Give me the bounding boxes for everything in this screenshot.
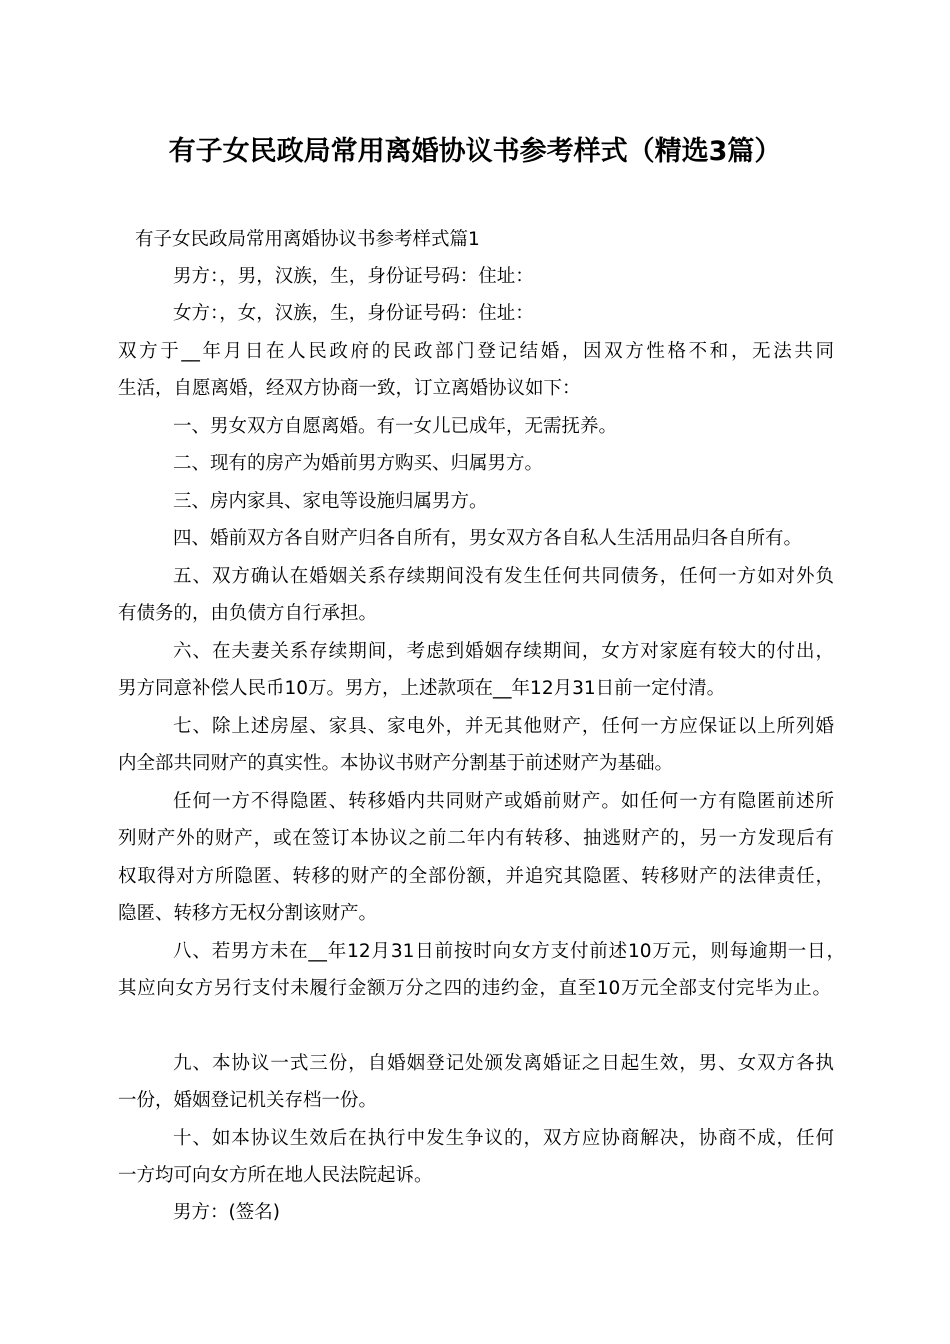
- clause-6-line: 六、在夫妻关系存续期间，考虑到婚姻存续期间，女方对家庭有较大的付出，: [173, 641, 834, 662]
- document-title: 有子女民政局常用离婚协议书参考样式（精选3篇）: [168, 136, 782, 167]
- clause-6-line: 男方同意补偿人民币10万。男方，上述款项在__年12月31日前一定付清。: [118, 678, 726, 699]
- clause-8-line: 八、若男方未在__年12月31日前按时向女方支付前述10万元，则每逾期一日，: [173, 941, 845, 962]
- clause-1: 一、男女双方自愿离婚。有一女儿已成年，无需抚养。: [173, 416, 618, 437]
- section-heading: 有子女民政局常用离婚协议书参考样式篇1: [135, 229, 480, 250]
- clause-8-line: 其应向女方另行支付未履行金额万分之四的违约金，直至10万元全部支付完毕为止。: [118, 978, 831, 999]
- intro-paragraph-line: 生活，自愿离婚，经双方协商一致，订立离婚协议如下：: [118, 378, 581, 399]
- clause-9-line: 一份，婚姻登记机关存档一份。: [118, 1090, 378, 1111]
- clause-5-line: 有债务的，由负债方自行承担。: [118, 603, 378, 624]
- clause-7-line: 内全部共同财产的真实性。本协议书财产分割基于前述财产为基础。: [118, 753, 674, 774]
- clause-7-line: 七、除上述房屋、家具、家电外，并无其他财产，任何一方应保证以上所列婚: [173, 716, 834, 737]
- male-party-line: 男方：，男，汉族，生，身份证号码：住址：: [173, 266, 534, 287]
- female-party-line: 女方：，女，汉族，生，身份证号码：住址：: [173, 303, 534, 324]
- male-signature-line: 男方：(签名): [173, 1202, 280, 1223]
- concealment-paragraph-line: 任何一方不得隐匿、转移婚内共同财产或婚前财产。如任何一方有隐匿前述所: [173, 791, 834, 812]
- concealment-paragraph-line: 列财产外的财产，或在签订本协议之前二年内有转移、抽逃财产的，另一方发现后有: [118, 828, 834, 849]
- clause-2: 二、现有的房产为婚前男方购买、归属男方。: [173, 453, 544, 474]
- concealment-paragraph-line: 隐匿、转移方无权分割该财产。: [118, 903, 378, 924]
- clause-4: 四、婚前双方各自财产归各自所有，男女双方各自私人生活用品归各自所有。: [173, 528, 803, 549]
- clause-5-line: 五、双方确认在婚姻关系存续期间没有发生任何共同债务，任何一方如对外负: [173, 566, 834, 587]
- clause-10-line: 十、如本协议生效后在执行中发生争议的，双方应协商解决，协商不成，任何: [173, 1128, 834, 1149]
- clause-9-line: 九、本协议一式三份，自婚姻登记处颁发离婚证之日起生效，男、女双方各执: [173, 1053, 834, 1074]
- clause-3: 三、房内家具、家电等设施归属男方。: [173, 491, 488, 512]
- clause-10-line: 一方均可向女方所在地人民法院起诉。: [118, 1165, 433, 1186]
- intro-paragraph-line: 双方于__年月日在人民政府的民政部门登记结婚，因双方性格不和，无法共同: [118, 341, 834, 362]
- concealment-paragraph-line: 权取得对方所隐匿、转移的财产的全部份额，并追究其隐匿、转移财产的法律责任，: [118, 866, 834, 887]
